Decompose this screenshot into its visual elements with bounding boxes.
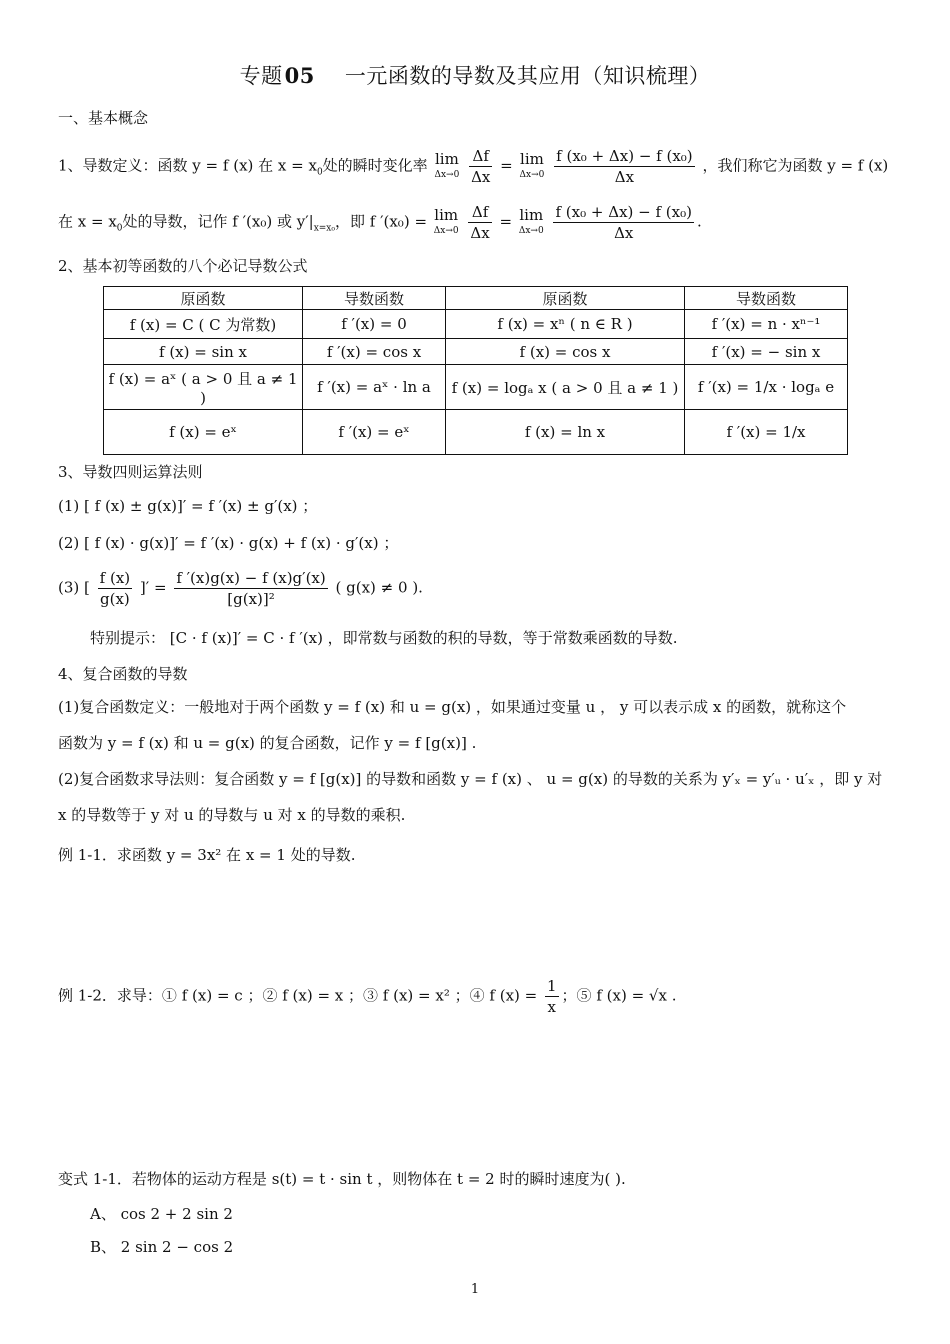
title-number: 05	[284, 63, 315, 88]
def-text-b: 处的瞬时变化率	[322, 156, 428, 175]
example-1-2-text: 例 1-2．求导：① f (x) = c ；② f (x) = x ；③ f (x) = x² ；④ f (x) =	[58, 986, 538, 1005]
table-cell: f (x) = logₐ x ( a > 0 且 a ≠ 1 )	[446, 365, 685, 410]
lim-sub-2: Δx→0	[519, 169, 545, 180]
rule-sum: (1) [ f (x) ± g(x)]′ = f ′(x) ± g′(x) ；	[58, 497, 318, 515]
table-cell: f (x) = ln x	[446, 410, 685, 455]
def2-sub-zero: 0	[116, 223, 123, 234]
option-b: B、 2 sin 2 − cos 2	[90, 1238, 234, 1256]
frac-den-4: Δx	[614, 224, 634, 242]
def2-eval-sub: x=x₀	[313, 223, 335, 234]
frac-den-3: Δx	[470, 224, 490, 242]
table-header-cell: 导数函数	[685, 287, 848, 310]
table-cell: f ′(x) = 0	[303, 310, 446, 339]
page-title	[0, 60, 950, 90]
composite-para-1: (1)复合函数定义：一般地对于两个函数 y = f (x) 和 u = g(x) ，如果通过变量 u ， y 可以表示成 x 的函数，就称这个	[58, 698, 847, 716]
def-text-c: ，我们称它为函数 y = f (x)	[702, 156, 889, 175]
table-row	[104, 410, 848, 455]
page-number: 1	[470, 1282, 480, 1297]
variant-1-1: 变式 1-1．若物体的运动方程是 s(t) = t · sin t ，则物体在 t = 2 时的瞬时速度为( ).	[58, 1170, 626, 1188]
section-heading-composite: 4、复合函数的导数	[58, 665, 188, 683]
rule-quotient	[58, 568, 423, 609]
option-a: A、 cos 2 + 2 sin 2	[90, 1205, 233, 1223]
quotient-result-den: [g(x)]²	[227, 590, 275, 608]
lim-word-2: lim	[520, 149, 544, 168]
table-cell: f ′(x) = − sin x	[685, 339, 848, 365]
quotient-fraction	[98, 568, 132, 609]
quotient-result-fraction	[174, 568, 327, 609]
lim-sub-4: Δx→0	[518, 225, 544, 236]
table-cell: f ′(x) = eˣ	[303, 410, 446, 455]
table-cell: f ′(x) = 1/x · logₐ e	[685, 365, 848, 410]
table-header-cell: 原函数	[446, 287, 685, 310]
lim-word: lim	[434, 149, 459, 168]
frac-den-2: Δx	[614, 168, 635, 186]
definition-line-2	[58, 202, 702, 243]
quotient-den: g(x)	[100, 590, 130, 608]
composite-para-4: x 的导数等于 y 对 u 的导数与 u 对 x 的导数的乘积.	[58, 806, 406, 824]
frac-num-4: f (x₀ + Δx) − f (x₀)	[555, 203, 692, 221]
limit-expression-3	[434, 207, 459, 239]
composite-para-2: 函数为 y = f (x) 和 u = g(x) 的复合函数，记作 y = f [g(x)] .	[58, 734, 477, 752]
table-cell: f (x) = C ( C 为常数)	[104, 310, 303, 339]
table-cell: f ′(x) = 1/x	[685, 410, 848, 455]
period: .	[696, 212, 702, 231]
table-cell: f (x) = xⁿ ( n ∈ R )	[446, 310, 685, 339]
table-cell: f ′(x) = cos x	[303, 339, 446, 365]
quotient-condition: ( g(x) ≠ 0 ).	[335, 578, 423, 597]
def-sub-zero: 0	[316, 167, 323, 178]
composite-para-3: (2)复合函数求导法则：复合函数 y = f [g(x)] 的导数和函数 y = f (x) 、 u = g(x) 的导数的关系为 y′ₓ = y′ᵤ · u′ₓ ，即 y 对	[58, 770, 883, 788]
quotient-open: (3) [	[58, 578, 90, 597]
quotient-result-num: f ′(x)g(x) − f (x)g′(x)	[176, 569, 326, 587]
title-prefix: 专题	[239, 64, 283, 88]
fraction-delta	[469, 146, 492, 187]
equals-sign: =	[500, 156, 513, 175]
table-cell: f ′(x) = aˣ · ln a	[303, 365, 446, 410]
table-cell: f ′(x) = n · xⁿ⁻¹	[685, 310, 848, 339]
frac-den: Δx	[471, 168, 491, 186]
lim-sub: Δx→0	[434, 169, 460, 180]
table-cell: f (x) = eˣ	[104, 410, 303, 455]
limit-expression-2	[520, 151, 545, 183]
def2-text-a: 在 x = x	[58, 212, 117, 231]
section-heading-formulas: 2、基本初等函数的八个必记导数公式	[58, 257, 308, 275]
def-text-a: 1、导数定义：函数 y = f (x) 在 x = x	[58, 156, 317, 175]
derivative-formula-table	[103, 286, 848, 455]
example-frac-num: 1	[547, 977, 557, 995]
table-cell: f (x) = aˣ ( a > 0 且 a ≠ 1 )	[104, 365, 303, 410]
example-1-1: 例 1-1．求函数 y = 3x² 在 x = 1 处的导数.	[58, 846, 356, 864]
table-cell: f (x) = sin x	[104, 339, 303, 365]
frac-num-2: f (x₀ + Δx) − f (x₀)	[556, 147, 693, 165]
special-tip: 特别提示： [C · f (x)]′ = C · f ′(x) ，即常数与函数的积的导数，等于常数乘函数的导数.	[90, 629, 678, 647]
table-row	[104, 365, 848, 410]
example-1-2-text-b: ；⑤ f (x) = √x .	[561, 986, 677, 1005]
example-1-2	[58, 976, 676, 1017]
title-main: 一元函数的导数及其应用（知识梳理）	[344, 64, 711, 88]
definition-line-1	[58, 146, 888, 187]
limit-expression	[434, 151, 459, 183]
table-row	[104, 310, 848, 339]
section-heading-rules: 3、导数四则运算法则	[58, 463, 203, 481]
quotient-num: f (x)	[99, 569, 131, 587]
table-row	[104, 339, 848, 365]
section-heading-basic: 一、基本概念	[58, 109, 149, 127]
table-header-cell: 导数函数	[303, 287, 446, 310]
example-fraction	[545, 976, 559, 1017]
def2-text-b: 处的导数，记作 f ′(x₀) 或 y′|	[122, 212, 314, 231]
fraction-difference	[554, 146, 695, 187]
example-frac-den: x	[547, 998, 556, 1016]
table-header-cell: 原函数	[104, 287, 303, 310]
frac-num: Δf	[469, 146, 492, 167]
lim-sub-3: Δx→0	[433, 225, 459, 236]
table-cell: f (x) = cos x	[446, 339, 685, 365]
quotient-close: ]′ =	[139, 578, 167, 597]
frac-num-3: Δf	[468, 202, 491, 223]
lim-word-4: lim	[519, 205, 544, 224]
limit-expression-4	[519, 207, 544, 239]
def2-text-c: ，即 f ′(x₀) =	[335, 212, 428, 231]
rule-product: (2) [ f (x) · g(x)]′ = f ′(x) · g(x) + f (x) · g′(x) ；	[58, 534, 399, 552]
lim-word-3: lim	[434, 205, 459, 224]
fraction-difference-2	[553, 202, 694, 243]
equals-sign-2: =	[499, 212, 513, 231]
fraction-delta-2	[468, 202, 491, 243]
table-header-row	[104, 287, 848, 310]
